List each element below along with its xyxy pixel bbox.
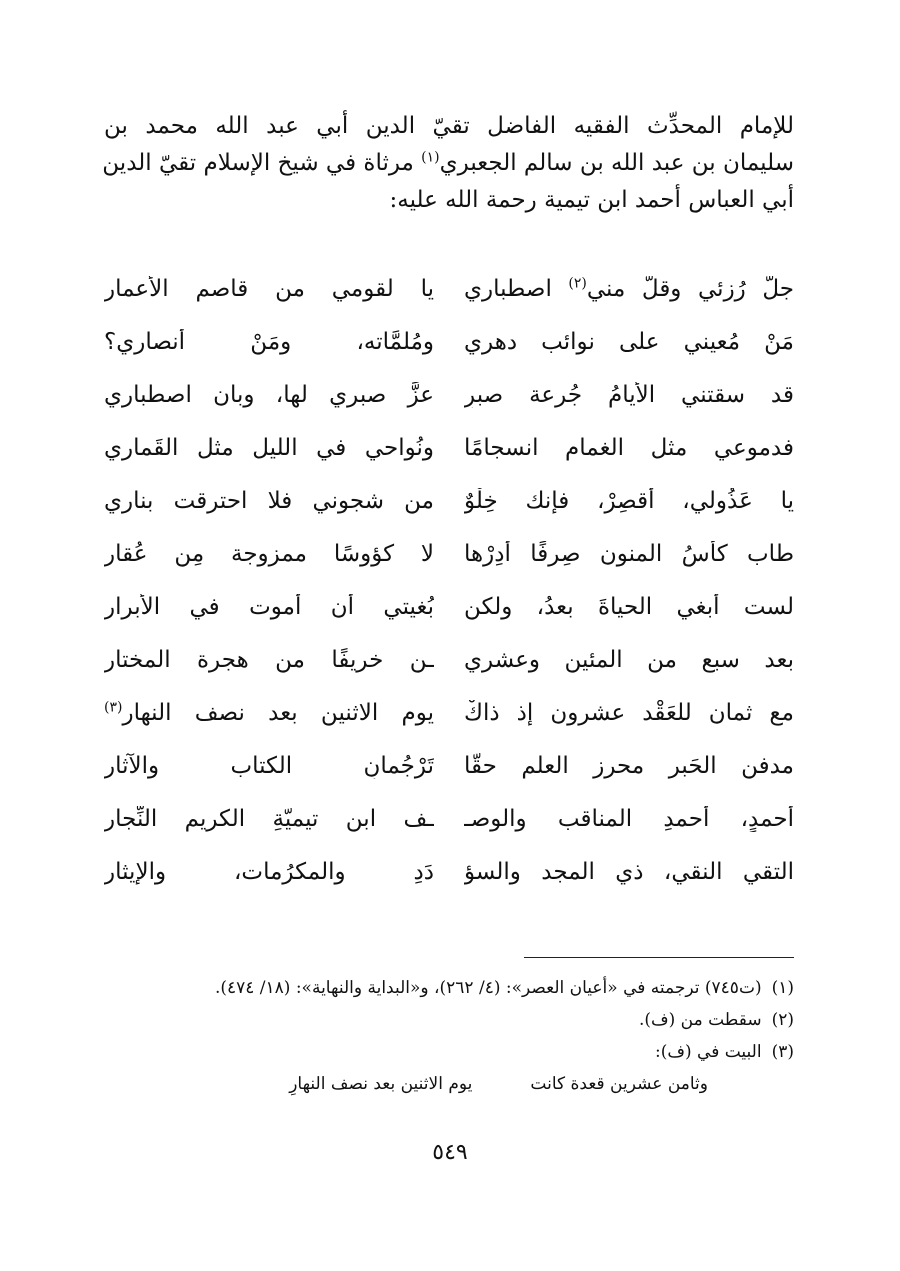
verse-second-hemistich: لا كؤوسًا ممزوجة مِن عُقار	[104, 540, 434, 567]
verse	[104, 262, 794, 315]
verse-first-hemistich: يا عَذُولي، أقصِرْ، فإنك خِلْوٌ	[464, 487, 794, 514]
verse-second-hemistich: بُغيتي أن أموت في الأبرار	[104, 593, 434, 620]
footnote-1	[104, 972, 794, 1004]
verse	[104, 792, 794, 845]
verse	[104, 315, 794, 368]
footnote-number: (٣)	[771, 1042, 794, 1062]
footnote-text: البيت في (ف):	[655, 1042, 762, 1062]
page-number: ٥٤٩	[432, 1140, 468, 1165]
footnote-divider	[524, 957, 794, 958]
verse-second-hemistich: ـن خريفًا من هجرة المختار	[104, 646, 434, 673]
intro-line-1: للإمام المحدِّث الفقيه الفاضل تقيّ الدين أبي عبد الله محمد بن	[104, 113, 794, 139]
verse	[104, 739, 794, 792]
verse-second-hemistich: ومُلمَّاته، ومَنْ أنصاري؟	[104, 328, 434, 355]
verse-second-hemistich	[104, 700, 434, 726]
verse-1-first-tail: اصطباري	[464, 275, 569, 302]
verse-first-hemistich: فدموعي مثل الغمام انسجامًا	[464, 434, 794, 461]
verse-first-hemistich	[464, 276, 794, 302]
intro-paragraph	[104, 108, 794, 219]
footnotes	[104, 972, 794, 1100]
verse-second-hemistich: ونُواحي في الليل مثل القَماري	[104, 434, 434, 461]
footnote-number: (١)	[771, 978, 794, 998]
verse	[104, 474, 794, 527]
verse-first-hemistich: أحمدٍ، أحمدِ المناقب والوصـ	[464, 805, 794, 832]
verse	[104, 368, 794, 421]
verse-first-hemistich: مدفن الحَبرِ محرزِ العلم حقًّا	[464, 752, 794, 779]
verse-first-hemistich: بعد سبعٍ من المئين وعشري	[464, 646, 794, 673]
intro-line-2	[104, 145, 794, 182]
footnote-text: (ت٧٤٥) ترجمته في «أعيان العصر»: (٤/ ٢٦٢)، و«البداية والنهاية»: (١٨/ ٤٧٤).	[214, 978, 762, 998]
verse-second-hemistich: من شجوني فلا احترقت بناري	[104, 487, 434, 514]
footnote-verse-first: وثامن عشرين قعدة كانت	[530, 1074, 708, 1094]
verse-first-hemistich: مع ثمان للعَقْد عشرون إذ ذاكْ	[464, 699, 794, 726]
verse-second-hemistich: ـف ابن تيميّةِ الكريم النِّجار	[104, 805, 434, 832]
verse	[104, 580, 794, 633]
verse-first-hemistich: التقي النقي، ذي المجد والسؤ	[464, 858, 794, 885]
footnote-2	[104, 1004, 794, 1036]
footnote-verse-second: يوم الاثنين بعد نصف النهارِ	[289, 1074, 473, 1094]
verse-second-hemistich: دَدِ والمكرُمات، والإيثار	[104, 858, 434, 885]
footnote-ref-1: (١)	[421, 149, 440, 166]
footnote-ref-2: (٢)	[568, 275, 587, 291]
verse	[104, 527, 794, 580]
intro-line-3: أبي العباس أحمد ابن تيمية رحمة الله عليه:	[389, 187, 794, 213]
verse-first-hemistich: قد سقتني الأيامُ جُرعة صبرٍ	[464, 381, 794, 408]
verse-9-second-text: يوم الاثنين بعد نصف النهار	[122, 699, 434, 726]
verse-1-first-text: جلَّ رُزئي وقلَّ مني	[586, 275, 794, 302]
footnote-verse	[104, 1068, 794, 1100]
verse	[104, 686, 794, 739]
verse	[104, 633, 794, 686]
verse-second-hemistich: يا لقومي من قاصم الأعمارِ	[104, 275, 434, 302]
footnote-3	[104, 1036, 794, 1068]
verse	[104, 845, 794, 898]
intro-line-2-b: مرثاة في شيخ الإسلام تقيّ الدين	[102, 150, 422, 176]
verse-second-hemistich: تَرْجُمانِ الكتاب والآثار	[104, 752, 434, 779]
verse-first-hemistich: لست أبغي الحياةَ بعدُ، ولكن	[464, 593, 794, 620]
footnote-number: (٢)	[771, 1010, 794, 1030]
footnote-text: سقطت من (ف).	[638, 1010, 762, 1030]
verse	[104, 421, 794, 474]
intro-line-2-a: سليمان بن عبد الله بن سالم الجعبري	[439, 150, 794, 176]
verse-second-hemistich: عزَّ صبري لها، وبان اصطباري	[104, 381, 434, 408]
verse-first-hemistich: طاب كأسُ المنون صِرفًا أدِرْها	[464, 540, 794, 567]
poem	[104, 262, 794, 898]
verse-first-hemistich: مَنْ مُعيني على نوائب دهري	[464, 328, 794, 355]
footnote-ref-3: (٣)	[104, 699, 123, 715]
